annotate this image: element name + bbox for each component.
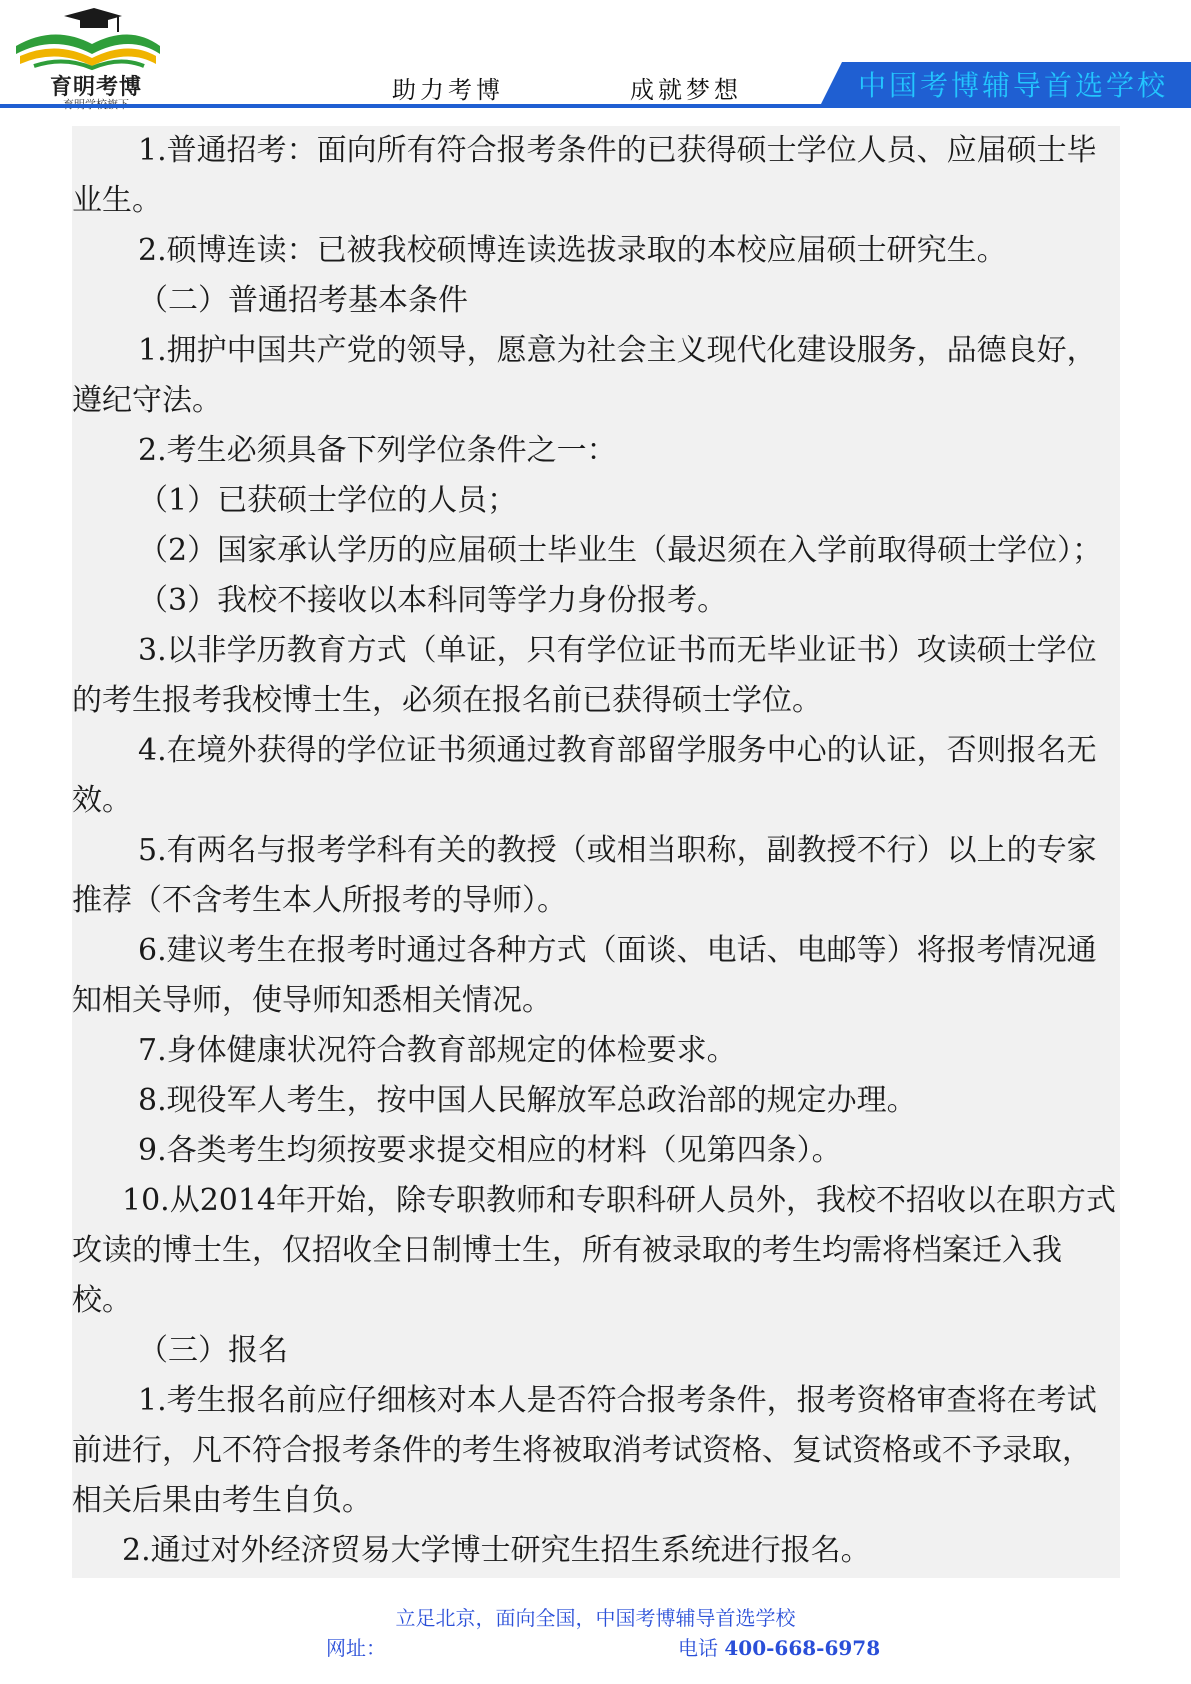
paragraph: 6.建议考生在报考时通过各种方式（面谈、电话、电邮等）将报考情况通知相关导师，使导师知悉相关情况。 xyxy=(72,933,1097,1018)
paragraph: 1.普通招考：面向所有符合报考条件的已获得硕士学位人员、应届硕士毕业生。 xyxy=(72,133,1097,218)
paragraph: （3）我校不接收以本科同等学力身份报考。 xyxy=(138,583,728,618)
banner-text: 中国考博辅导首选学校 xyxy=(858,69,1169,102)
slogan-left: 助力考博 xyxy=(392,76,504,104)
header-divider xyxy=(0,104,1191,108)
logo xyxy=(14,6,164,106)
section-heading: （二）普通招考基本条件 xyxy=(138,283,468,318)
paragraph: 2.通过对外经济贸易大学博士研究生招生系统进行报名。 xyxy=(122,1533,871,1568)
paragraph: 4.在境外获得的学位证书须通过教育部留学服务中心的认证，否则报名无效。 xyxy=(72,733,1097,818)
slogan-right: 成就梦想 xyxy=(630,76,742,104)
logo-name: 育明考博 xyxy=(49,75,142,100)
footer-website-label: 网址： xyxy=(326,1636,386,1660)
footer-phone-label: 电话 xyxy=(678,1636,718,1660)
paragraph: 8.现役军人考生，按中国人民解放军总政治部的规定办理。 xyxy=(138,1083,917,1118)
paragraph: 1.考生报名前应仔细核对本人是否符合报考条件，报考资格审查将在考试前进行，凡不符合报考条件的考生将被取消考试资格、复试资格或不予录取，相关后果由考生自负。 xyxy=(72,1383,1097,1518)
section-heading: （三）报名 xyxy=(138,1333,288,1368)
footer-tagline: 立足北京，面向全国，中国考博辅导首选学校 xyxy=(395,1606,796,1630)
paragraph: 2.考生必须具备下列学位条件之一： xyxy=(138,433,617,468)
paragraph: 5.有两名与报考学科有关的教授（或相当职称，副教授不行）以上的专家推荐（不含考生本人所报考的导师）。 xyxy=(72,833,1097,918)
paragraph: 10.从2014年开始，除专职教师和专职科研人员外，我校不招收以在职方式攻读的博士生，仅招收全日制博士生，所有被录取的考生均需将档案迁入我校。 xyxy=(72,1183,1117,1318)
paragraph: 3.以非学历教育方式（单证，只有学位证书而无毕业证书）攻读硕士学位的考生报考我校博士生，必须在报名前已获得硕士学位。 xyxy=(72,633,1097,718)
page-header xyxy=(0,0,1191,110)
document-body xyxy=(72,126,1120,1578)
logo-graduation-cap-icon xyxy=(14,6,164,76)
paragraph: 1.拥护中国共产党的领导，愿意为社会主义现代化建设服务，品德良好，遵纪守法。 xyxy=(72,333,1097,418)
paragraph: 9.各类考生均须按要求提交相应的材料（见第四条）。 xyxy=(138,1133,842,1168)
footer-phone-number: 400-668-6978 xyxy=(724,1636,881,1660)
paragraph: 2.硕博连读：已被我校硕博连读选拔录取的本校应届硕士研究生。 xyxy=(138,233,1007,268)
paragraph: （1）已获硕士学位的人员； xyxy=(138,483,518,518)
paragraph: （2）国家承认学历的应届硕士毕业生（最迟须在入学前取得硕士学位）； xyxy=(138,533,1103,568)
paragraph: 7.身体健康状况符合教育部规定的体检要求。 xyxy=(138,1033,737,1068)
footer-phone xyxy=(678,1632,880,1661)
